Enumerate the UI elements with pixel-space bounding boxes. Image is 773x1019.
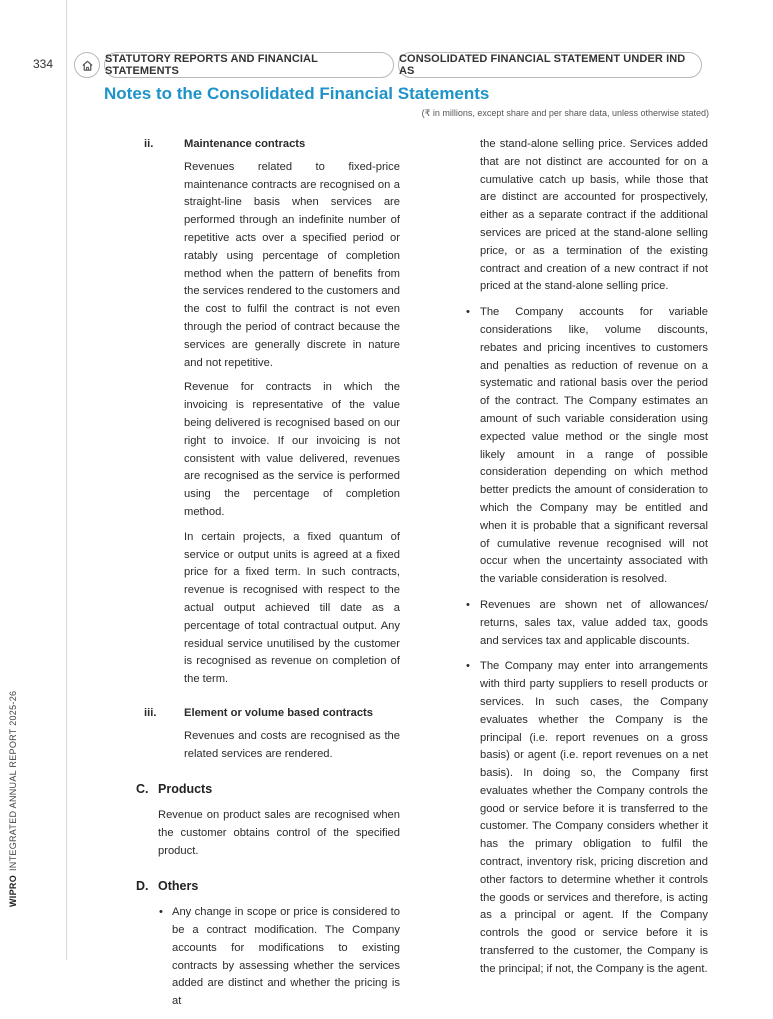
- subsection-ii-heading: [136, 136, 400, 154]
- subsection-iii-heading: [136, 705, 400, 723]
- section-title: Products: [158, 782, 213, 797]
- list-item-text: The Company may enter into arrangements with third party suppliers to resell products or services. In such cases, the Company evaluates whether the Company is the principal (i.e. report revenues on a gross basis) or agent (i.e. report revenues on a net basis). In doing so, the Company first evaluates whether the Company controls the good or service before it is transferred to the customer. The Company considers whether it has the primary obligation to fulfil the contract, inventory risk, pricing discretion and other factors to determine whether it controls the goods or services and therefore, is acting as a principal or agent. If the Company controls the good or service before it is transferred to the customer, the Company is the principal; if not, the Company is the agent.: [480, 660, 708, 975]
- subsection-ii-body: [136, 159, 400, 689]
- margin-rule: [66, 0, 67, 960]
- subsection-title: Maintenance contracts: [184, 138, 306, 150]
- tab-consolidated-financial-statement[interactable]: CONSOLIDATED FINANCIAL STATEMENT UNDER IND AS: [398, 52, 702, 78]
- left-column: [136, 136, 400, 1019]
- right-list: [465, 304, 708, 978]
- subsection-title: Element or volume based contracts: [184, 706, 374, 719]
- brand-name: WIPRO: [8, 875, 18, 907]
- report-name: INTEGRATED ANNUAL REPORT 2025-26: [8, 690, 18, 871]
- list-item-text: The Company accounts for variable considerations like, volume discounts, rebates and pricing incentives to customers and penalties as reduction of revenue on a systematic and rational basis over the period of the contract. The Company estimates an amount of such variable consideration using expected value method or the single most likely amount in a range of possible consideration depending on which method better predicts the amount of consideration to which the Company may be entitled and when it is probable that a significant reversal of cumulative revenue recognised will not occur when the uncertainty associated with the variable consideration is resolved.: [480, 306, 708, 586]
- right-column: [465, 136, 708, 987]
- paragraph: Revenue on product sales are recognised when the customer obtains control of the specified product.: [158, 809, 400, 857]
- paragraph: Revenues related to fixed-price maintenance contracts are recognised on a straight-line basis when services are performed through an indefinite number of repetitive acts over a specified period or ratably using percentage of completion method when the pattern of benefits from the services rendered to the customers and the cost to fulfil the contract is not even through the period of contract because the services are generally discrete in nature and not repetitive.: [184, 160, 400, 369]
- paragraph: In certain projects, a fixed quantum of service or output units is agreed at a fixed price for a fixed term. In such contracts, revenue is recognised with respect to the actual output achieved till date as a percentage of total contractual output. Any residual service unutilised by the customer is recognised as revenue on completion of the term.: [184, 530, 400, 686]
- section-c-body: [136, 807, 400, 860]
- subsection-number: iii.: [144, 706, 157, 719]
- section-title: Others: [158, 879, 199, 894]
- bullet-marker: •: [466, 660, 470, 673]
- list-item: [465, 304, 708, 589]
- list-item-text: Revenues are shown net of allowances/ returns, sales tax, value added tax, goods and services tax and applicable discounts.: [480, 598, 708, 647]
- bullet-marker: •: [159, 906, 163, 919]
- section-letter: C.: [136, 782, 149, 797]
- section-d-heading: [136, 878, 400, 896]
- list-item: [465, 658, 708, 978]
- side-label: [8, 691, 18, 907]
- home-button[interactable]: [74, 52, 100, 78]
- unit-note: (₹ in millions, except share and per share data, unless otherwise stated): [421, 108, 709, 118]
- tab-statutory-reports[interactable]: STATUTORY REPORTS AND FINANCIAL STATEMENTS: [104, 52, 394, 78]
- bullet-marker: •: [466, 306, 470, 319]
- section-letter: D.: [136, 879, 149, 894]
- page-title: Notes to the Consolidated Financial Statements: [104, 84, 490, 103]
- page-number: 334: [33, 57, 54, 71]
- bullet-marker: •: [466, 598, 470, 611]
- home-icon: [81, 59, 94, 72]
- continued-paragraph: the stand-alone selling price. Services added that are not distinct are accounted for on a cumulative catch up basis, while those that are distinct are accounted for prospectively, either as a separate contract if the additional services are priced at the stand-alone selling price, or as a termination of the existing contract and creation of a new contract if not priced at the stand-alone selling price.: [480, 138, 708, 293]
- paragraph: Revenue for contracts in which the invoicing is representative of the value being delivered is recognised based on our right to invoice. If our invoicing is not consistent with value delivered, revenues are recognised as the service is performed using the percentage of completion method.: [184, 381, 400, 518]
- list-item-text: Any change in scope or price is considered to be a contract modification. The Company accounts for modifications to existing contracts by assessing whether the services added are distinct and whether the pricing is at: [172, 906, 400, 1008]
- paragraph: Revenues and costs are recognised as the related services are rendered.: [184, 729, 400, 760]
- section-d-list: [136, 904, 400, 1011]
- subsection-number: ii.: [144, 138, 154, 150]
- section-c-heading: [136, 781, 400, 799]
- list-item: [465, 597, 708, 650]
- subsection-iii-body: [136, 728, 400, 764]
- list-item: [158, 904, 400, 1011]
